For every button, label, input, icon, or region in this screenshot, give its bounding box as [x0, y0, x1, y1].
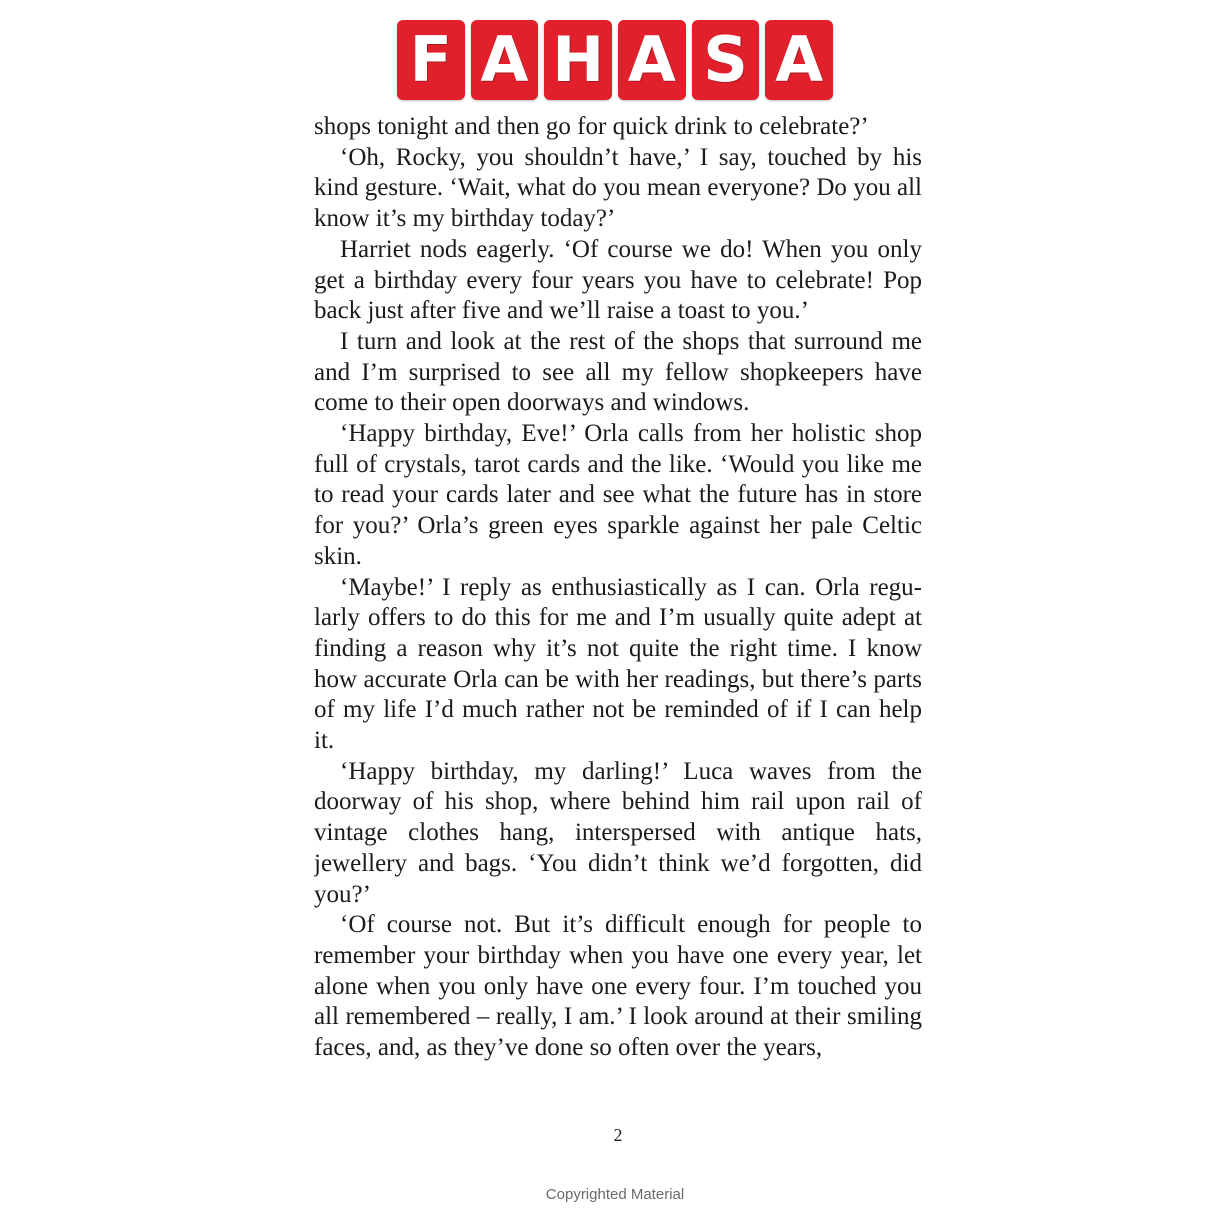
- paragraph: Harriet nods eagerly. ‘Of course we do! When you only get a birthday every four years you have to celebrate! Pop back just after five and we’ll raise a toast to you.’: [314, 235, 922, 325]
- paragraph: ‘Maybe!’ I reply as enthusiastically as I can. Orla regularly offers to do this for me and I’m usually quite adept at finding a reason why it’s not quite the right time. I know how accurate Orla can be with her readings, but there’s parts of my life I’d much rather not be reminded of if I can help it.: [314, 573, 922, 755]
- paragraph: ‘Of course not. But it’s difficult enough for people to remember your birthday when you have one every year, let alone when you only have one every four. I’m touched you all remembered – really, I am.’ I look around at their smiling faces, and, as they’ve done so often over the years,: [314, 911, 922, 1062]
- fahasa-logo: [397, 20, 833, 100]
- paragraph: ‘Happy birthday, my darling!’ Luca waves from the doorway of his shop, where behind him rail upon rail of vintage clothes hang, interspersed with antique hats, jewellery and bags. ‘You didn’t think we’d forgotten, did you?’: [314, 757, 922, 908]
- paragraph: ‘Oh, Rocky, you shouldn’t have,’ I say, touched by his kind gesture. ‘Wait, what do you mean everyone? Do you all know it’s my birthday today?’: [314, 143, 922, 233]
- paragraph: shops tonight and then go for quick drink to celebrate?’: [314, 113, 869, 140]
- logo-tile: [471, 20, 539, 100]
- copyright-notice: Copyrighted Material: [545, 1186, 685, 1203]
- page-number: 2: [613, 1125, 623, 1145]
- paragraph: ‘Happy birthday, Eve!’ Orla calls from her holistic shop full of crystals, tarot cards and the like. ‘Would you like me to read your cards later and see what the future has in store for you?’ Orla’s green eyes sparkle against her pale Celtic skin.: [314, 420, 922, 570]
- logo-letter: A: [775, 23, 824, 96]
- logo-tile: [692, 20, 760, 100]
- logo-tile: [765, 20, 833, 100]
- logo-tile: [544, 20, 612, 100]
- logo-letter: S: [703, 23, 748, 96]
- logo-letter: A: [627, 23, 676, 96]
- page-body-text: [314, 112, 922, 1067]
- logo-letter: A: [480, 23, 529, 96]
- logo-letter: H: [552, 23, 605, 96]
- paragraph: I turn and look at the rest of the shops that surround me and I’m surprised to see all my fellow shopkeepers have come to their open doorways and windows.: [314, 327, 922, 417]
- logo-letter: F: [409, 23, 453, 96]
- logo-tile: [618, 20, 686, 100]
- logo-tile: [397, 20, 465, 100]
